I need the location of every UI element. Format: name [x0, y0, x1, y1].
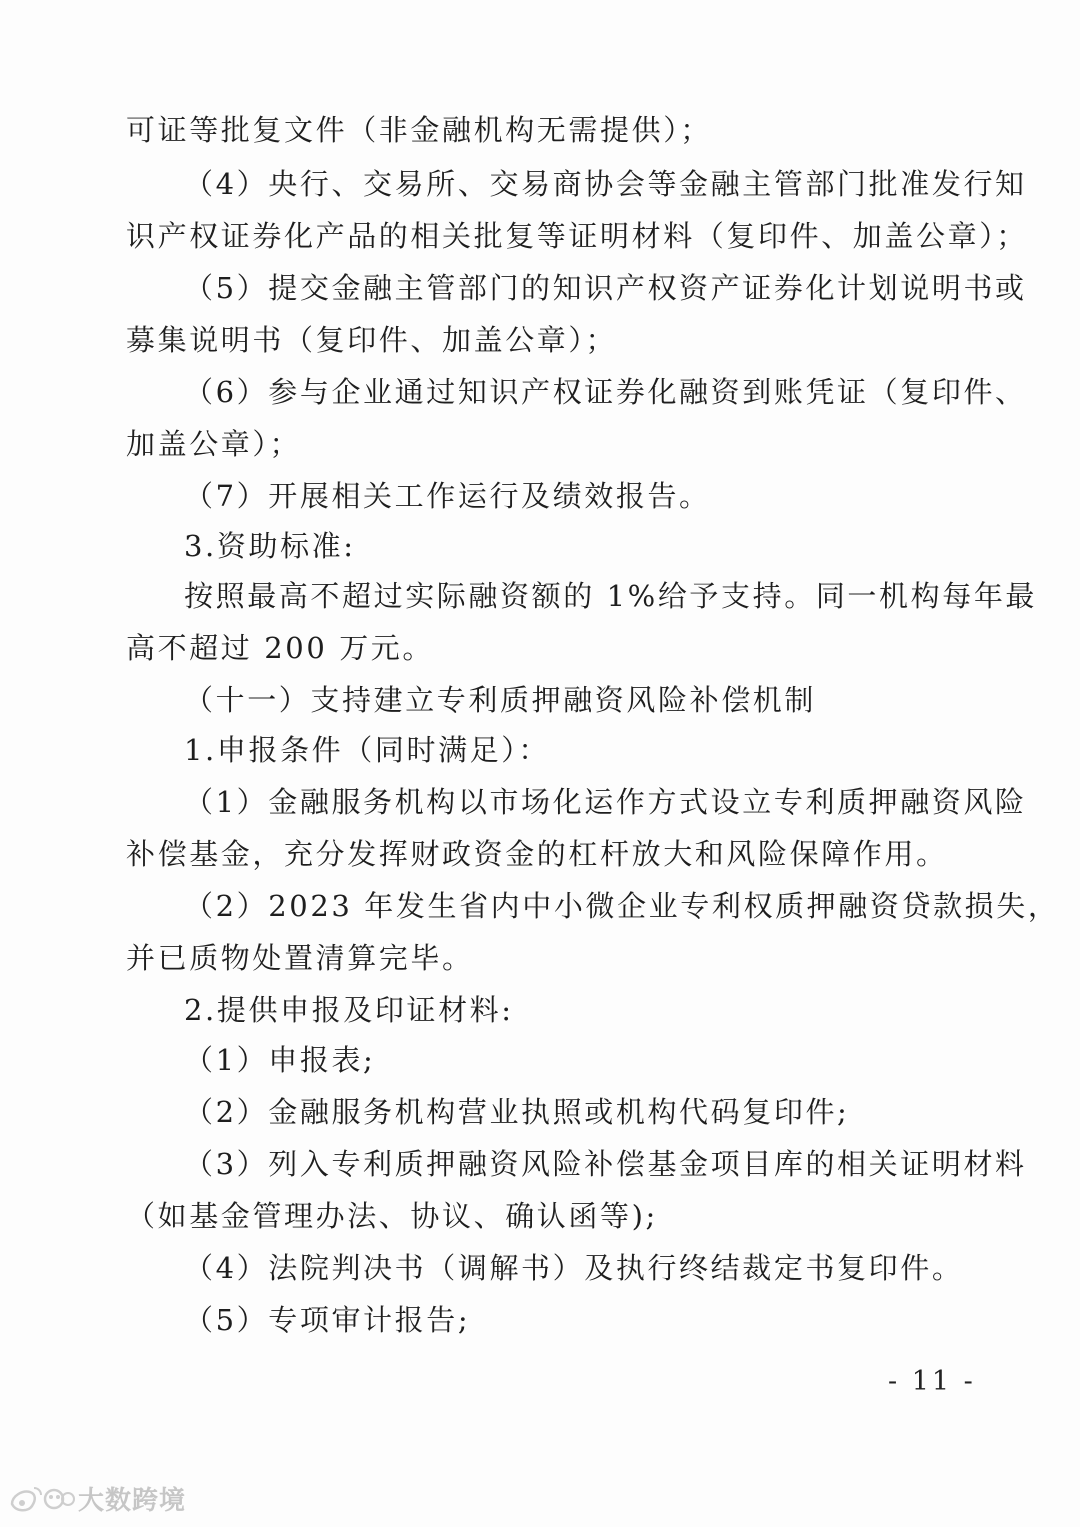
section-heading: 1.申报条件（同时满足）：: [184, 733, 550, 767]
section-heading: 3.资助标准:: [184, 529, 356, 563]
section-heading: （十一）支持建立专利质押融资风险补偿机制: [184, 683, 817, 717]
text-line: （1）申报表;: [184, 1043, 376, 1077]
text-line: （1）金融服务机构以市场化运作方式设立专利质押融资风险: [184, 785, 1027, 819]
text-line: （3）列入专利质押融资风险补偿基金项目库的相关证明材料: [184, 1147, 1027, 1181]
text-line: 募集说明书（复印件、加盖公章）；: [126, 323, 618, 357]
text-line: （2）金融服务机构营业执照或机构代码复印件;: [184, 1095, 850, 1129]
page-number: - 11 -: [888, 1366, 976, 1397]
text-line: （4）法院判决书（调解书）及执行终结裁定书复印件。: [184, 1251, 964, 1285]
watermark-text: 大数跨境: [78, 1485, 187, 1516]
text-line: （5）提交金融主管部门的知识产权资产证券化计划说明书或: [184, 271, 1027, 305]
text-line: （2）2023 年发生省内中小微企业专利权质押融资贷款损失，: [184, 889, 1060, 923]
text-line: （4）央行、交易所、交易商协会等金融主管部门批准发行知: [184, 167, 1027, 201]
text-line: （7）开展相关工作运行及绩效报告。: [184, 479, 711, 513]
text-line: 并已质物处置清算完毕。: [126, 941, 474, 975]
text-line: 加盖公章）；: [126, 427, 302, 461]
text-line: 高不超过 200 万元。: [126, 631, 434, 665]
text-line: 按照最高不超过实际融资额的 1%给予支持。同一机构每年最: [184, 579, 1038, 613]
text-line: 可证等批复文件（非金融机构无需提供）；: [126, 113, 712, 147]
section-heading: 2.提供申报及印证材料:: [184, 993, 514, 1027]
text-line: （5）专项审计报告;: [184, 1303, 471, 1337]
text-line: 补偿基金，充分发挥财政资金的杠杆放大和风险保障作用。: [126, 837, 948, 871]
text-line: （6）参与企业通过知识产权证券化融资到账凭证（复印件、: [184, 375, 1027, 409]
weibo-logo-icon: [6, 1480, 76, 1516]
watermark: [6, 1478, 186, 1518]
text-line: （如基金管理办法、协议、确认函等);: [126, 1199, 658, 1233]
text-line: 识产权证券化产品的相关批复等证明材料（复印件、加盖公章）；: [126, 219, 1028, 253]
